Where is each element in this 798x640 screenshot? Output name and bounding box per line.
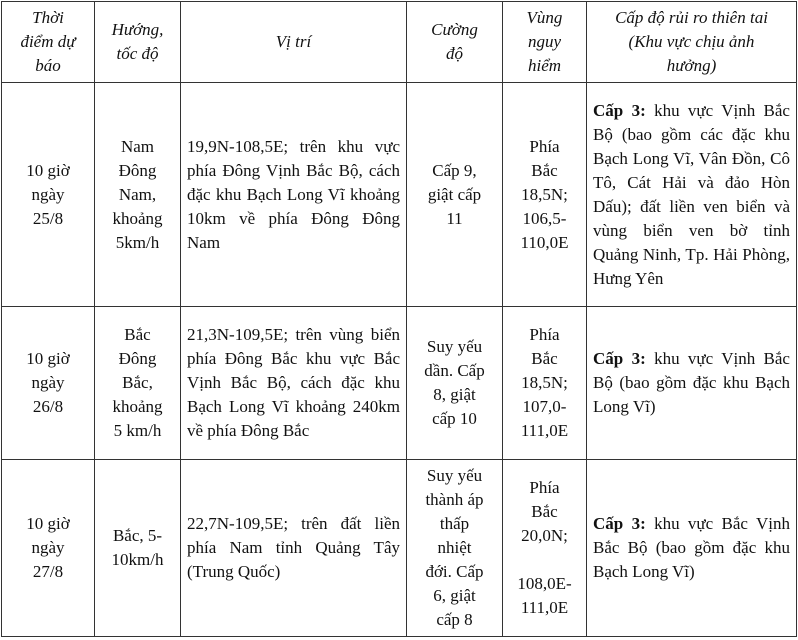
forecast-table <box>1 1 797 637</box>
direction-cell: Nam Đông Nam, khoảng 5km/h <box>95 83 181 307</box>
header-forecast-time: Thời điểm dự báo <box>2 2 95 83</box>
danger-zone-cell: Phía Bắc 18,5N; 107,0- 111,0E <box>503 307 587 460</box>
table-row <box>2 307 797 460</box>
table-row <box>2 460 797 637</box>
danger-zone-cell: Phía Bắc 18,5N; 106,5- 110,0E <box>503 83 587 307</box>
risk-level-label: Cấp 3: <box>593 514 646 533</box>
risk-level-label: Cấp 3: <box>593 100 646 120</box>
header-intensity: Cường độ <box>407 2 503 83</box>
header-risk-level: Cấp độ rủi ro thiên tai (Khu vực chịu ảnh hưởng) <box>587 2 797 83</box>
header-row <box>2 2 797 83</box>
risk-level-cell <box>587 83 797 307</box>
header-position: Vị trí <box>181 2 407 83</box>
header-direction-speed: Hướng, tốc độ <box>95 2 181 83</box>
position-cell: 22,7N-109,5E; trên đất liền phía Nam tỉnh Quảng Tây (Trung Quốc) <box>181 460 407 637</box>
forecast-time-cell: 10 giờ ngày 27/8 <box>2 460 95 637</box>
forecast-time-cell: 10 giờ ngày 25/8 <box>2 83 95 307</box>
direction-cell: Bắc, 5- 10km/h <box>95 460 181 637</box>
risk-level-cell <box>587 460 797 637</box>
position-cell: 19,9N-108,5E; trên khu vực phía Đông Vịnh Bắc Bộ, cách đặc khu Bạch Long Vĩ khoảng 10km về phía Đông Đông Nam <box>181 83 407 307</box>
risk-area-text: khu vực Vịnh Bắc Bộ (bao gồm đặc khu Bạch Long Vĩ) <box>593 349 790 416</box>
intensity-cell: Suy yếu thành áp thấp nhiệt đới. Cấp 6, giật cấp 8 <box>407 460 503 637</box>
danger-zone-cell: Phía Bắc 20,0N; 108,0E- 111,0E <box>503 460 587 637</box>
risk-level-label: Cấp 3: <box>593 349 646 368</box>
table-row <box>2 83 797 307</box>
direction-cell: Bắc Đông Bắc, khoảng 5 km/h <box>95 307 181 460</box>
position-cell: 21,3N-109,5E; trên vùng biển phía Đông Bắc khu vực Bắc Vịnh Bắc Bộ, cách đặc khu Bạch Long Vĩ khoảng 240km về phía Đông Bắc <box>181 307 407 460</box>
intensity-cell: Cấp 9, giật cấp 11 <box>407 83 503 307</box>
risk-level-cell <box>587 307 797 460</box>
header-danger-zone: Vùng nguy hiểm <box>503 2 587 83</box>
risk-area-text: khu vực Bắc Vịnh Bắc Bộ (bao gồm đặc khu Bạch Long Vĩ) <box>593 514 790 581</box>
intensity-cell: Suy yếu dần. Cấp 8, giật cấp 10 <box>407 307 503 460</box>
risk-area-text: khu vực Vịnh Bắc Bộ (bao gồm các đặc khu Bạch Long Vĩ, Vân Đồn, Cô Tô, Cát Hải và đảo Hòn Dấu); đất liền ven biển và vùng biển ven bờ tỉnh Quảng Ninh, Tp. Hải Phòng, Hưng Yên <box>593 100 790 288</box>
forecast-time-cell: 10 giờ ngày 26/8 <box>2 307 95 460</box>
